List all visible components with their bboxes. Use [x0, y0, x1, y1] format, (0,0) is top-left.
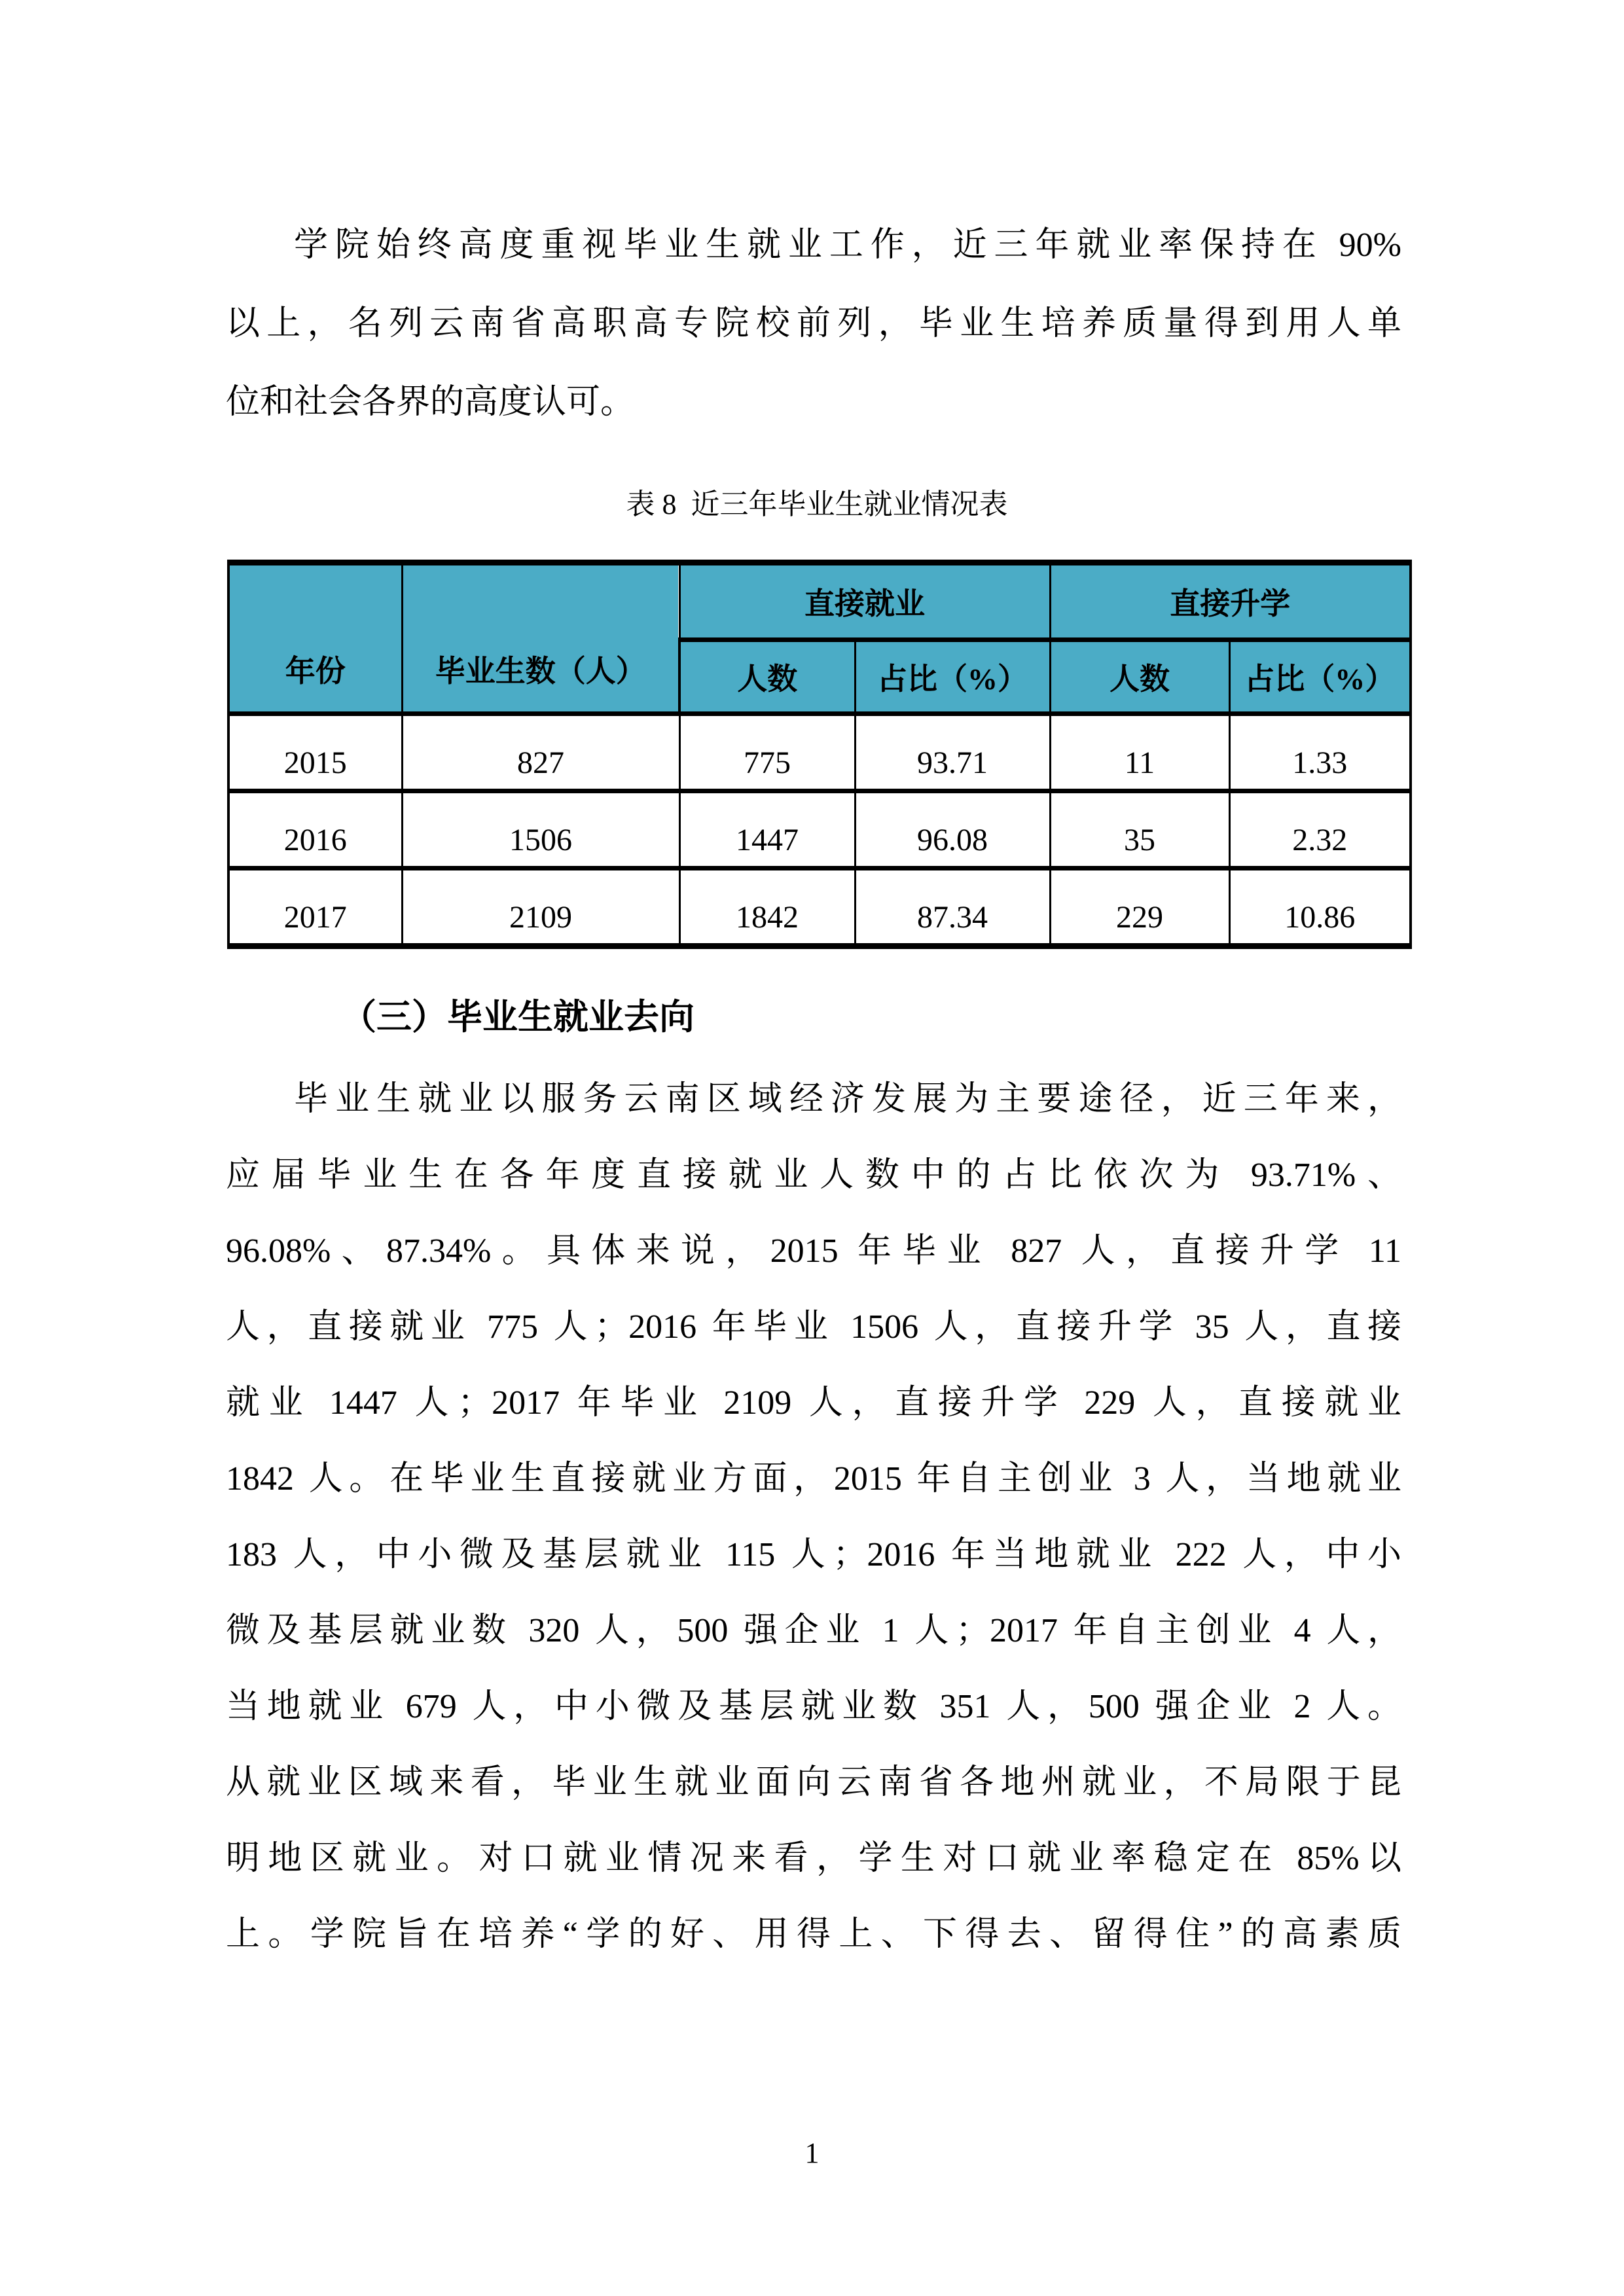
cell-employment-pct: 87.34	[855, 869, 1050, 946]
body-line-6: 1842 人。在毕业生直接就业方面，2015 年自主创业 3 人，当地就业	[226, 1460, 1401, 1498]
body-line-11: 明地区就业。对口就业情况来看，学生对口就业率稳定在 85%以	[226, 1840, 1401, 1877]
cell-employment-count: 1842	[679, 869, 855, 946]
header-study-percent: 占比（%）	[1229, 640, 1411, 714]
intro-line-2: 以上，名列云南省高职高专院校前列，毕业生培养质量得到用人单	[226, 305, 1401, 342]
cell-year: 2016	[228, 791, 402, 869]
table-row-2015	[228, 714, 1411, 791]
table-caption: 表 8 近三年毕业生就业情况表	[626, 488, 1008, 520]
body-line-1: 毕业生就业以服务云南区域经济发展为主要途径，近三年来，	[294, 1081, 1401, 1118]
employment-table	[227, 560, 1412, 949]
cell-study-pct: 10.86	[1229, 869, 1411, 946]
cell-graduates: 1506	[402, 791, 679, 869]
cell-graduates: 2109	[402, 869, 679, 946]
cell-employment-count: 775	[679, 714, 855, 791]
cell-study-count: 229	[1050, 869, 1229, 946]
cell-study-pct: 1.33	[1229, 714, 1411, 791]
body-line-4: 人，直接就业 775 人；2016 年毕业 1506 人，直接升学 35 人，直接	[226, 1308, 1401, 1346]
cell-year: 2017	[228, 869, 402, 946]
header-employment-count: 人数	[679, 640, 855, 714]
section-heading: （三）毕业生就业去向	[341, 997, 695, 1037]
header-direct-study: 直接升学	[1050, 563, 1411, 640]
header-study-count: 人数	[1050, 640, 1229, 714]
cell-graduates: 827	[402, 714, 679, 791]
body-line-3: 96.08%、87.34%。具体来说，2015 年毕业 827 人，直接升学 11	[226, 1232, 1401, 1270]
header-graduates: 毕业生数（人）	[402, 563, 679, 714]
table-row-2017	[228, 869, 1411, 946]
cell-employment-pct: 93.71	[855, 714, 1050, 791]
intro-line-1: 学院始终高度重视毕业生就业工作，近三年就业率保持在 90%	[294, 226, 1401, 264]
cell-study-count: 11	[1050, 714, 1229, 791]
table-row-2016	[228, 791, 1411, 869]
cell-employment-count: 1447	[679, 791, 855, 869]
header-year: 年份	[228, 563, 402, 714]
cell-study-pct: 2.32	[1229, 791, 1411, 869]
page-number: 1	[804, 2137, 820, 2169]
cell-study-count: 35	[1050, 791, 1229, 869]
cell-employment-pct: 96.08	[855, 791, 1050, 869]
body-line-12: 上。学院旨在培养“学的好、用得上、下得去、留得住”的高素质	[226, 1916, 1401, 1953]
body-line-5: 就业 1447 人；2017 年毕业 2109 人，直接升学 229 人，直接就业	[226, 1384, 1401, 1422]
body-line-7: 183 人，中小微及基层就业 115 人；2016 年当地就业 222 人，中小	[226, 1536, 1401, 1573]
body-line-2: 应届毕业生在各年度直接就业人数中的占比依次为 93.71%、	[226, 1157, 1401, 1194]
body-line-9: 当地就业 679 人，中小微及基层就业数 351 人，500 强企业 2 人。	[226, 1688, 1401, 1725]
table-header-row-1	[228, 563, 1411, 640]
cell-year: 2015	[228, 714, 402, 791]
body-line-10: 从就业区域来看，毕业生就业面向云南省各地州就业，不局限于昆	[226, 1764, 1401, 1801]
header-employment-percent: 占比（%）	[855, 640, 1050, 714]
header-direct-employment: 直接就业	[679, 563, 1050, 640]
body-paragraph	[226, 1062, 1401, 1973]
body-line-8: 微及基层就业数 320 人，500 强企业 1 人；2017 年自主创业 4 人，	[226, 1612, 1401, 1649]
intro-line-3: 位和社会各界的高度认可。	[226, 384, 635, 421]
intro-paragraph	[226, 206, 1401, 442]
